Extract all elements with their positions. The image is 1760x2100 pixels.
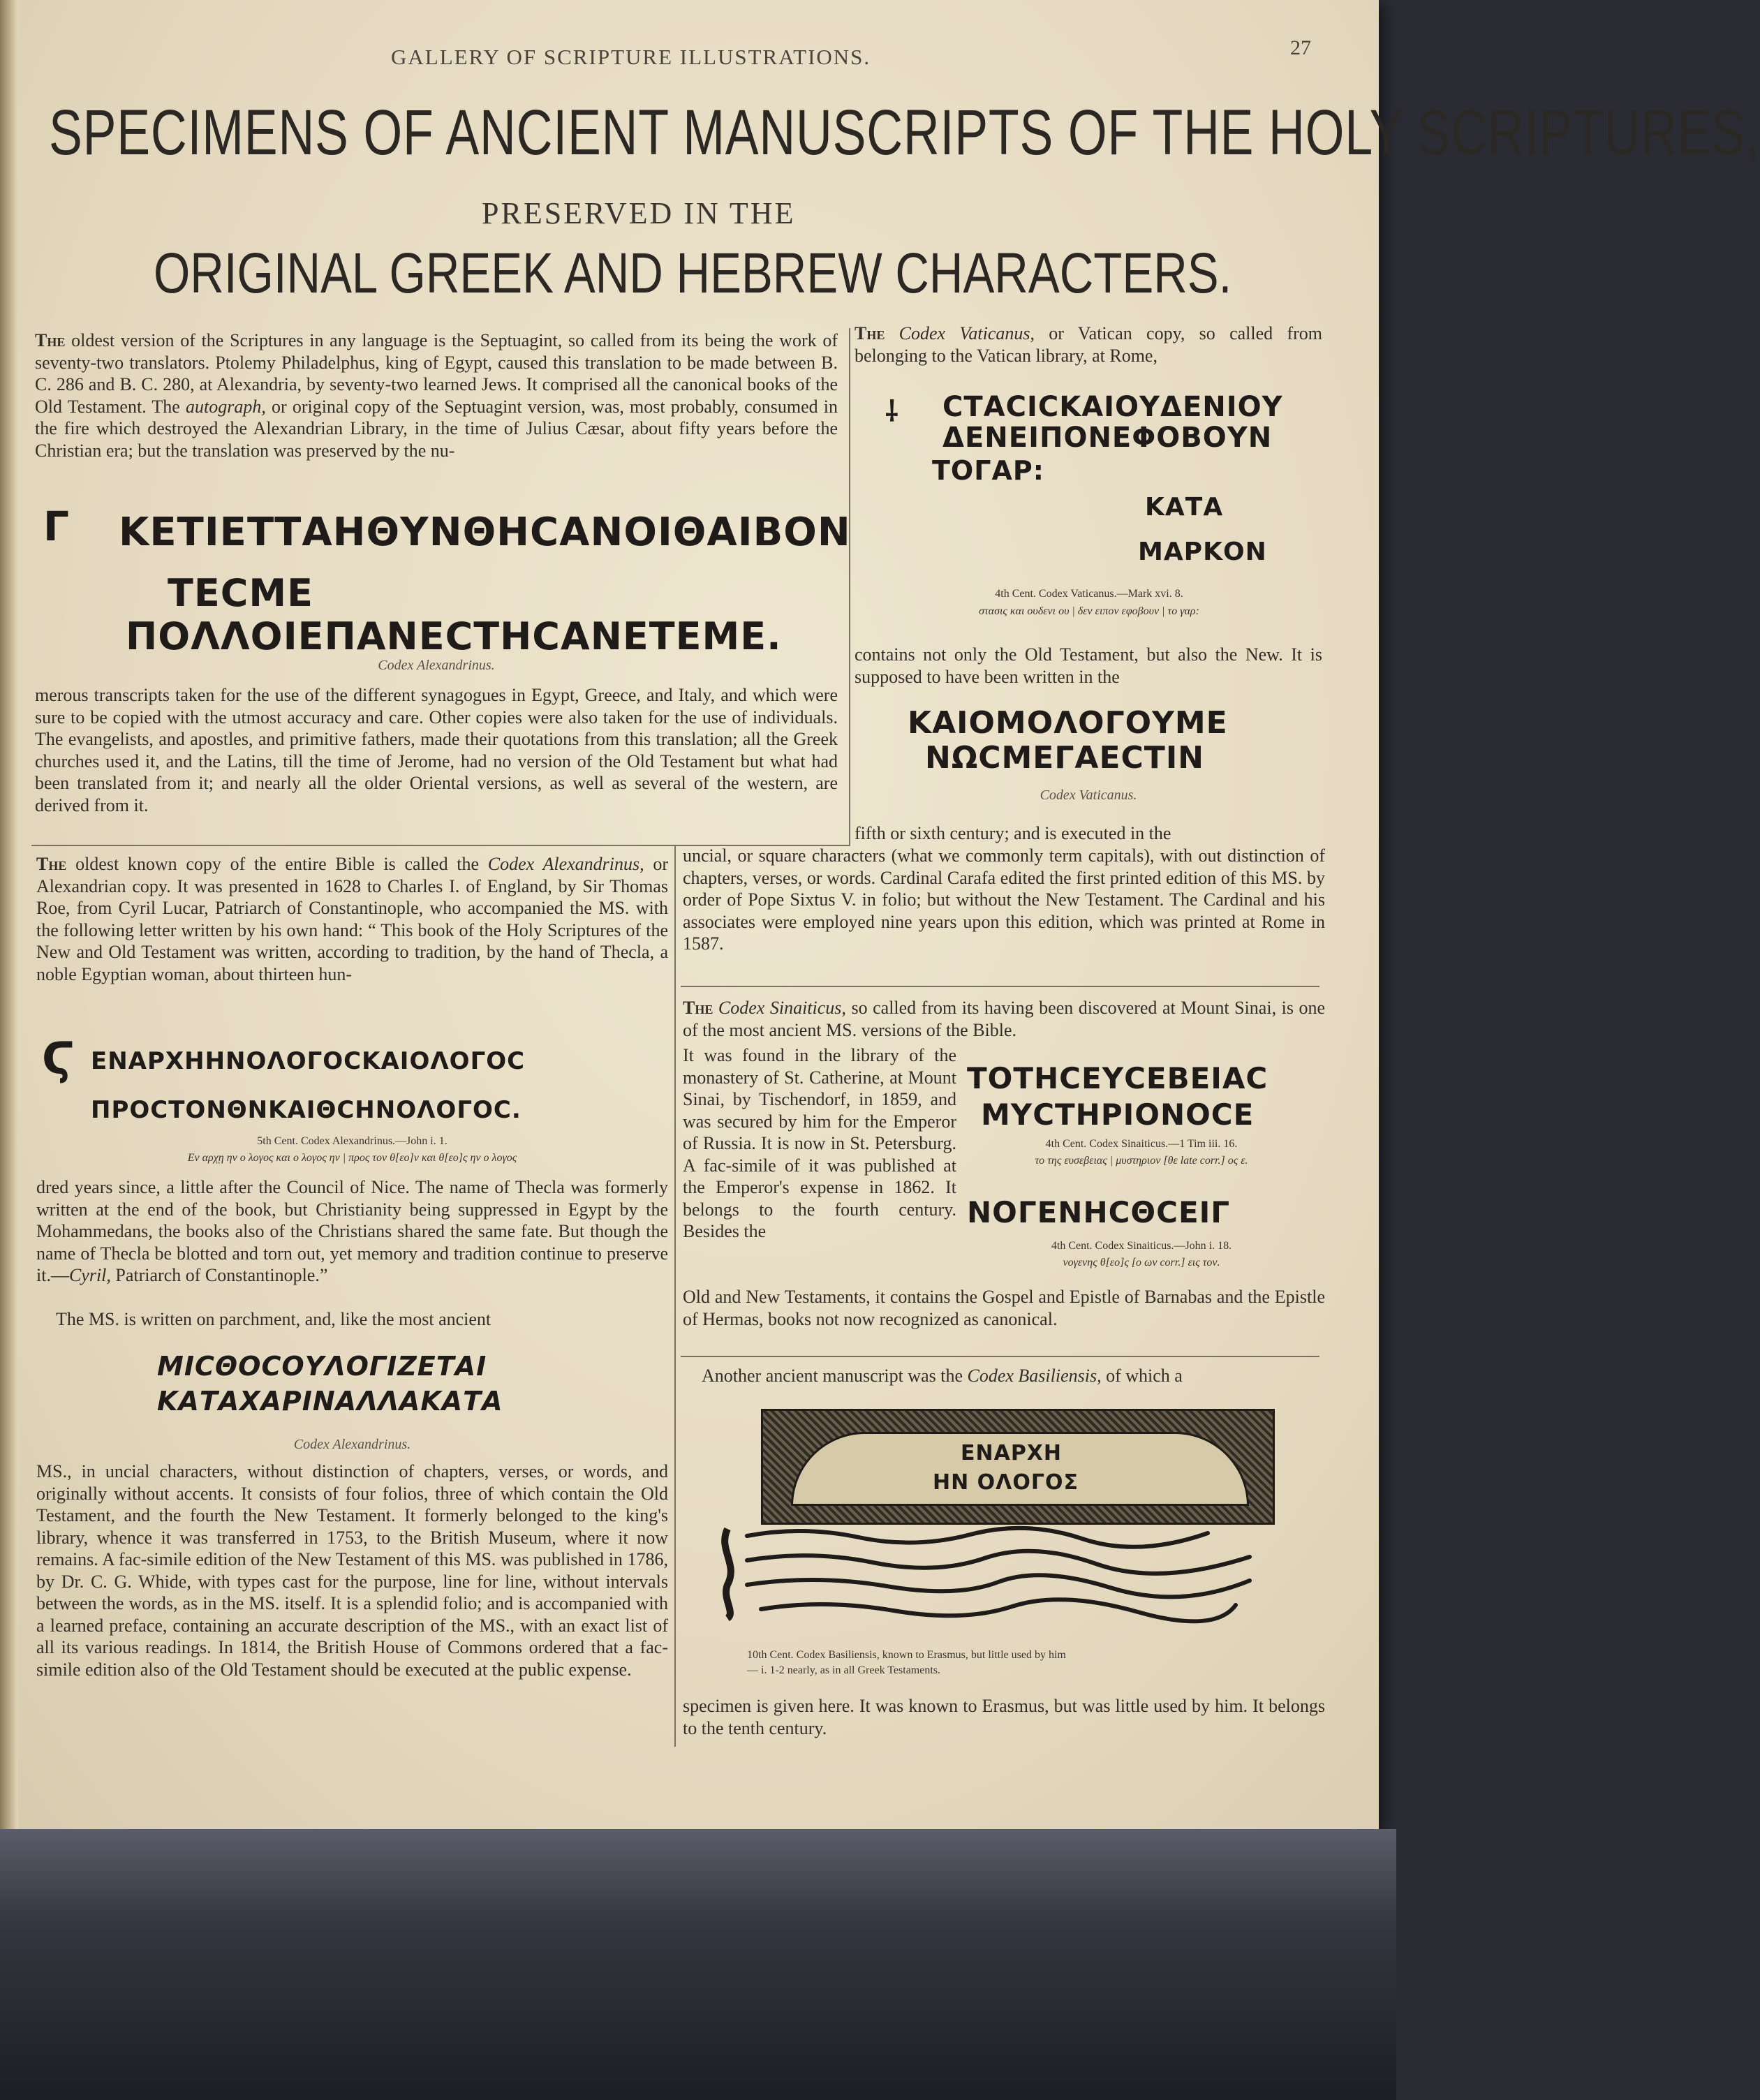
specimen-caption: 5th Cent. Codex Alexandrinus.—John i. 1.	[257, 1135, 448, 1147]
page-number: 27	[1290, 36, 1311, 59]
column-rule	[849, 328, 850, 845]
background-surface	[0, 1829, 1396, 2100]
book-spine	[0, 0, 18, 1829]
manuscript-line: ΤΟΤΗCΕΥCΕΒΕΙΑC	[967, 1061, 1269, 1095]
alexandrinus-paragraph-continued-2: The MS. is written on parchment, and, like the most ancient	[56, 1309, 491, 1329]
specimen-transcription: Εν αρχῃ ην ο λογος και ο λογος ην | προς τον θ[εο]ν και θ[εο]ς ην ο λογος	[187, 1152, 517, 1164]
manuscript-line: ΤΟΓΑΡ:	[932, 455, 1044, 486]
page-title: SPECIMENS OF ANCIENT MANUSCRIPTS OF THE HOLY SCRIPTURES,	[49, 97, 1760, 168]
minuscule-script-illustration	[719, 1522, 1278, 1620]
manuscript-line: ΜΙCΘΟCΟΥΛΟΓΙΖΕΤΑΙ	[157, 1351, 487, 1382]
basiliensis-paragraph-end: specimen is given here. It was known to Erasmus, but was little used by him. It belongs to the tenth century.	[683, 1696, 1325, 1738]
specimen-caption-continued: — i. 1-2 nearly, as in all Greek Testaments.	[747, 1664, 941, 1676]
specimen-transcription: νογενης θ[εο]ς [ο ων corr.] εις τον.	[1063, 1257, 1220, 1269]
vaticanus-paragraph-end-a: fifth or sixth century; and is executed in the	[855, 823, 1171, 843]
specimen-caption: 10th Cent. Codex Basiliensis, known to Erasmus, but little used by him	[747, 1649, 1066, 1661]
manuscript-line: ΚΕΤΙΕΤΤΑΗΘΥΝΘΗCΑΝΟΙΘΑΙΒΟΝ	[119, 510, 851, 555]
septuagint-paragraph: The oldest version of the Scriptures in any language is the Septuagint, so called from its being the work of seventy-two translators. Ptolemy Philadelphus, king of Egypt, caused this translation to be made between B. C. 286 and B. C. 280, at Alexandria, by seventy-two learned Jews. It comprised all the canonical books of the Old Testament. The autograph, or original copy of the Septuagint version, was, most probably, consumed in the fire which destroyed the Alexandrian Library, in the time of Julius Cæsar, about fifty years before the Christian era; but the translation was preserved by the nu-	[35, 330, 838, 461]
manuscript-line: ΚΑΙΟΜΟΛΟΓΟΥΜΕ	[908, 705, 1228, 741]
alexandrinus-paragraph: The oldest known copy of the entire Bible is called the Codex Alexandrinus, or Alexandrian copy. It was presented in 1628 to Charles I. of England, by Sir Thomas Roe, from Cyril Lucar, Patriarch of Constantinople, who accompanied the MS. with the following letter written by his own hand: “ This book of the Holy Scriptures of the New and Old Testament was written, according to tradition, by the hand of Thecla, a noble Egyptian woman, about thirteen hun-	[36, 854, 669, 984]
lead-word: The	[35, 330, 66, 350]
specimen-caption: Codex Alexandrinus.	[378, 658, 495, 673]
alexandrinus-paragraph-continued: dred years since, a little after the Council of Nice. The name of Thecla was formerly written at the end of the book, but Christianity being suppressed in Egypt by the Mohammedans, the books also of the Christians shared the same fate. But though the name of Thecla be blotted and torn out, yet memory and tradition continue to preserve it.—Cyril, Patriarch of Constantinople.”	[36, 1177, 668, 1285]
septuagint-paragraph-continued: merous transcripts taken for the use of the different synagogues in Egypt, Greece, and Italy, and which were sure to be copied with the utmost accuracy and care. Other copies were also taken for the use of individuals. The evangelists, and apostles, and primitive fathers, made their quotations from this translation; all the Greek churches used it, and the Latins, till the time of Jerome, had no version of the Old Testament but what had been translated from it; and nearly all the older Oriental versions, as well as several of the western, are derived from it.	[35, 685, 838, 815]
headpiece-arch	[791, 1432, 1249, 1506]
manuscript-line: ΔΕΝΕΙΠΟΝΕΦΟΒΟΥΝ	[942, 422, 1273, 454]
vaticanus-paragraph-continued: contains not only the Old Testament, but also the New. It is supposed to have been written in the	[855, 644, 1322, 687]
sinaiticus-paragraph-narrow: It was found in the library of the monastery of St. Catherine, at Mount Sinai, by Tischendorf, in 1859, and was secured by him for the Emperor of Russia. It is now in St. Petersburg. A fac-simile of it was published at the Emperor's expense in 1862. It belongs to the fourth century. Besides the	[683, 1045, 956, 1241]
specimen-caption: 4th Cent. Codex Sinaiticus.—1 Tim iii. 16.	[1045, 1138, 1238, 1150]
specimen-caption: 4th Cent. Codex Vaticanus.—Mark xvi. 8.	[995, 588, 1183, 600]
specimen-transcription: το της ευσεβειας | μυστηριον [θε late corr.] ος ε.	[1035, 1155, 1248, 1167]
subtitle-line-2: ORIGINAL GREEK AND HEBREW CHARACTERS.	[154, 242, 1232, 305]
ornament-glyph: Γ	[43, 503, 69, 550]
manuscript-line: ΠΡΟCΤΟΝΘΝΚΑΙΘCΗΝΟΛΟΓΟC.	[91, 1096, 522, 1124]
manuscript-line: ΗΝ ΟΛΟΓΟΣ	[933, 1470, 1079, 1495]
sinaiticus-paragraph: The Codex Sinaiticus, so called from its having been discovered at Mount Sinai, is one of the most ancient MS. versions of the Bible.	[683, 998, 1326, 1040]
manuscript-line: ΝΩCΜΕΓΑΕCΤΙΝ	[925, 740, 1205, 776]
minuscule-script-block	[719, 1522, 1278, 1620]
ornament-glyph: ⸸	[885, 396, 899, 428]
vaticanus-paragraph: The Codex Vaticanus, or Vatican copy, so called from belonging to the Vatican library, at Rome,	[855, 323, 1322, 366]
manuscript-line: ΚΑΤΑ	[1145, 493, 1224, 522]
sinaiticus-paragraph-end: Old and New Testaments, it contains the Gospel and Epistle of Barnabas and the Epistle of Hermas, books not now recognized as canonical.	[683, 1287, 1325, 1329]
manuscript-line: ΠΟΛΛΟΙΕΠΑΝΕCΤΗCΑΝΕΤΕΜΕ.	[126, 614, 782, 658]
subtitle-line-1: PRESERVED IN THE	[482, 196, 796, 230]
manuscript-line: ΜΥCΤΗΡΙΟΝΟCΕ	[981, 1097, 1255, 1132]
alexandrinus-paragraph-end: MS., in uncial characters, without distinction of chapters, verses, or words, and originally without accents. It consists of four folios, three of which contain the Old Testament, and the fourth the New Testament. It formerly belonged to the king's library, whence it was transferred in 1753, to the British Museum, where it now remains. A fac-simile edition of the New Testament of this MS. was published in 1786, by Dr. C. G. Whide, with types cast for the purpose, line for line, without intervals between the words, as in the MS. itself. It is a splendid folio; and is accompanied with a learned preface, containing an accurate description of the MS., with an exact list of all its various readings. In 1814, the British House of Commons ordered that a fac-simile edition also of the Old Testament should be executed at the public expense.	[36, 1461, 668, 1680]
basiliensis-paragraph: Another ancient manuscript was the Codex Basiliensis, of which a	[702, 1366, 1183, 1386]
section-rule	[681, 1356, 1319, 1357]
specimen-caption: Codex Alexandrinus.	[293, 1437, 411, 1452]
section-rule	[681, 986, 1319, 987]
ornament-glyph: Ϛ	[42, 1033, 75, 1085]
vaticanus-paragraph-end-b: uncial, or square characters (what we commonly term capitals), with out distinction of chapters, verses, or words. Cardinal Carafa edited the first printed edition of this MS. by order of Pope Sixtus V. in folio; but without the New Testament. The Cardinal and his associates were employed nine years upon this edition, which was printed at Rome in 1587.	[683, 845, 1325, 954]
manuscript-line: ΤΕCΜΕ	[168, 571, 313, 615]
specimen-caption: Codex Vaticanus.	[1040, 788, 1137, 803]
manuscript-line: ΜΑΡΚΟΝ	[1138, 538, 1267, 566]
manuscript-line: ΕΝΑΡΧΗ	[961, 1441, 1063, 1465]
manuscript-line: ΕΝΑΡΧΗΗΝΟΛΟΓΟCΚΑΙΟΛΟΓΟC	[91, 1047, 526, 1075]
column-rule	[674, 846, 676, 1747]
specimen-caption: 4th Cent. Codex Sinaiticus.—John i. 18.	[1051, 1240, 1232, 1252]
manuscript-line: ΝΟΓΕΝΗCΘCΕΙΓ	[967, 1195, 1231, 1229]
running-head: GALLERY OF SCRIPTURE ILLUSTRATIONS.	[391, 45, 871, 69]
specimen-transcription: στασις και ουδενι ου | δεν ειπον εφοβουν | το γαρ:	[979, 605, 1199, 617]
manuscript-line: ΚΑΤΑΧΑΡΙΝΑΛΛΑΚΑΤΑ	[157, 1386, 503, 1417]
illuminated-headpiece	[761, 1409, 1275, 1525]
manuscript-line: CΤΑCΙCΚΑΙΟΥΔΕΝΙΟΥ	[942, 391, 1283, 423]
